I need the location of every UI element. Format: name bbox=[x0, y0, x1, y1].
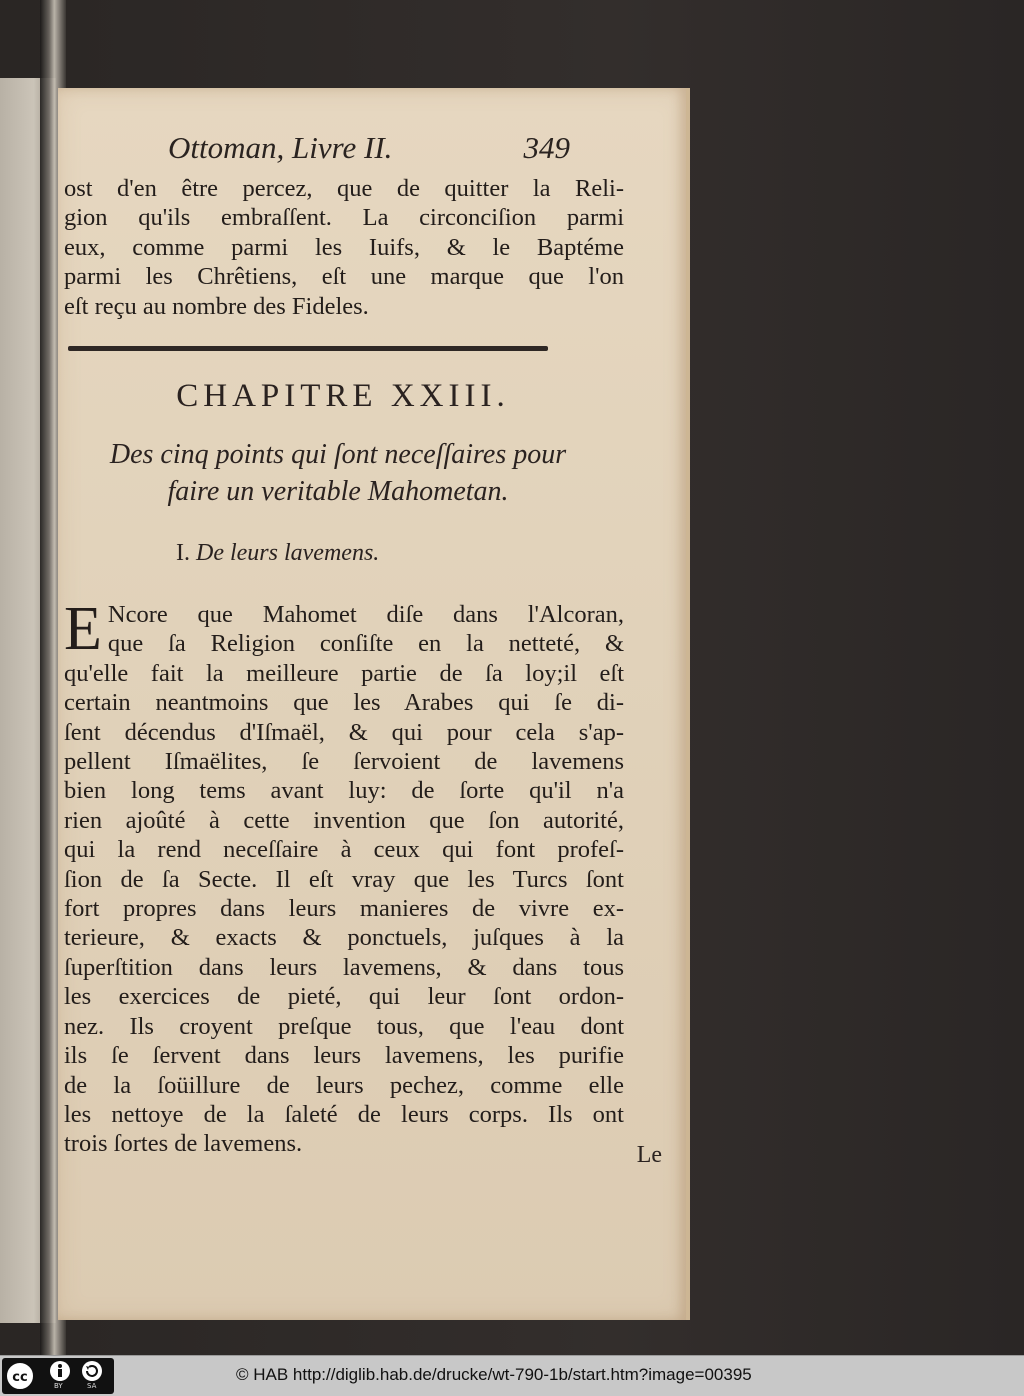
footer-bar bbox=[0, 1355, 1024, 1396]
book-page bbox=[58, 88, 690, 1320]
body-paragraph bbox=[64, 595, 624, 1159]
catchword: Le bbox=[636, 1142, 662, 1168]
text-line: que ſa Religion conſiſte en la netteté, & bbox=[107, 630, 624, 658]
page-number: 349 bbox=[523, 130, 570, 165]
license-label-by: BY bbox=[54, 1382, 63, 1390]
svg-text:cc: cc bbox=[12, 1370, 28, 1385]
text-line: parmi les Chrêtiens, eſt une marque que l'on bbox=[64, 263, 624, 291]
text-line: qui la rend neceſſaire à ceux qui font profeſ- bbox=[64, 836, 624, 864]
section-heading bbox=[176, 540, 379, 567]
text-line: Ncore que Mahomet diſe dans l'Alcoran, bbox=[107, 601, 624, 628]
text-line: les exercices de pieté, qui leur ſont ordon- bbox=[64, 983, 624, 1011]
drop-cap: E bbox=[64, 595, 102, 663]
text-line: rien ajoûté à cette invention que ſon autorité, bbox=[64, 806, 624, 834]
text-line: ſuperſtition dans leurs lavemens, & dans tous bbox=[64, 953, 624, 981]
subtitle-line: faire un veritable Mahometan. bbox=[167, 476, 509, 507]
text-line: les nettoye de la ſaleté de leurs corps. Ils ont bbox=[64, 1100, 624, 1128]
chapter-heading: CHAPITRE XXIII. bbox=[176, 378, 510, 414]
top-paragraph bbox=[64, 174, 624, 321]
text-line: eſt reçu au nombre des Fideles. bbox=[64, 292, 369, 320]
text-line: ſion de ſa Secte. Il eſt vray que les Turcs ſont bbox=[64, 865, 624, 893]
subtitle-line: Des cinq points qui ſont neceſſaires pour bbox=[109, 439, 567, 470]
credit-link[interactable]: © HAB http://diglib.hab.de/drucke/wt-790-1b/start.htm?image=00395 bbox=[236, 1365, 752, 1384]
cc-license-badge[interactable] bbox=[2, 1358, 114, 1394]
text-line: ost d'en être percez, que de quitter la Reli- bbox=[64, 175, 624, 202]
text-line: gion qu'ils embraſſent. La circonciſion parmi bbox=[64, 204, 624, 232]
text-line: de la ſoüillure de leurs pechez, comme elle bbox=[64, 1071, 624, 1099]
text-line: terieure, & exacts & ponctuels, juſques à la bbox=[64, 924, 624, 952]
license-label-sa: SA bbox=[87, 1382, 97, 1390]
text-line: pellent Iſmaëlites, ſe ſervoient de lavemens bbox=[64, 748, 624, 776]
section-number: I. bbox=[176, 540, 190, 566]
text-line: bien long tems avant luy: de ſorte qu'il n'a bbox=[64, 777, 624, 805]
text-line: trois ſortes de lavemens. bbox=[64, 1130, 303, 1158]
ornamental-rule bbox=[68, 346, 548, 351]
running-head bbox=[168, 130, 618, 170]
text-line: nez. Ils croyent preſque tous, que l'eau dont bbox=[64, 1012, 624, 1040]
section-title: De leurs lavemens. bbox=[196, 540, 380, 566]
running-head-title: Ottoman, Livre II. bbox=[168, 130, 393, 165]
text-line: qu'elle fait la meilleure partie de ſa loy;il eſt bbox=[64, 659, 624, 687]
text-line: fort propres dans leurs manieres de vivre ex- bbox=[64, 895, 624, 923]
text-line: certain neantmoins que les Arabes qui ſe di- bbox=[64, 689, 624, 717]
text-line: eux, comme parmi les Iuifs, & le Baptéme bbox=[64, 233, 624, 261]
chapter-subtitle bbox=[58, 436, 618, 510]
text-line: ils ſe ſervent dans leurs lavemens, les purifie bbox=[64, 1042, 624, 1070]
text-line: ſent décendus d'Iſmaël, & qui pour cela s'ap- bbox=[64, 718, 624, 746]
